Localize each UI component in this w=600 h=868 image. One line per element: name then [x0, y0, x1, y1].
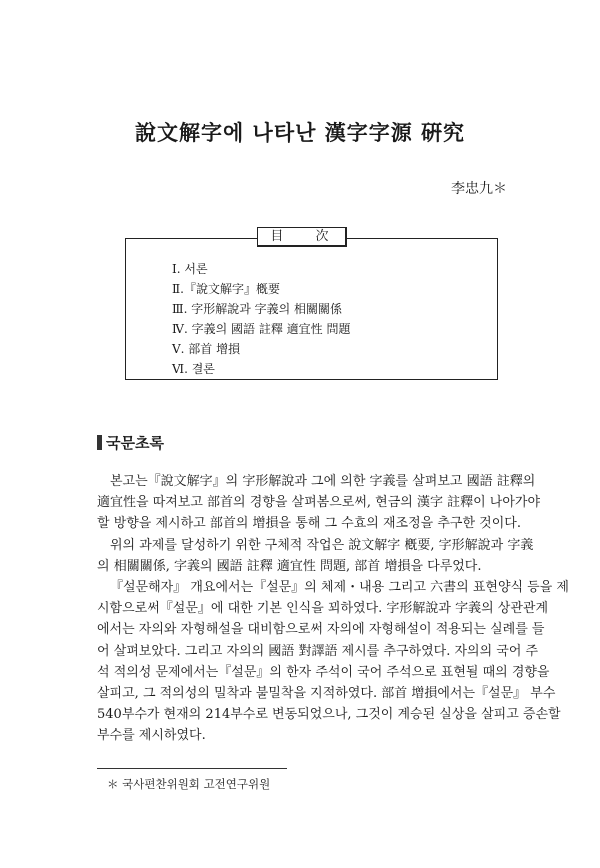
abstract-line: 에서는 자의와 자형해설을 대비함으로써 자의에 자형해설이 적용되는 실례를 들	[97, 622, 545, 638]
toc-heading: 目 次	[257, 227, 347, 247]
footnote-rule	[97, 768, 287, 769]
abstract-line: 살피고, 그 적의성의 밀착과 불밀착을 지적하였다. 部首 增損에서는『설문』 부수	[97, 686, 556, 702]
abstract-heading-text: 국문초록	[106, 434, 164, 452]
abstract-line: 어 살펴보았다. 그리고 자의의 國語 對譯語 제시를 추구하였다. 자의의 국어 주	[97, 643, 539, 659]
abstract-line: 適宜性을 따져보고 部首의 경향을 살펴봄으로써, 현금의 漢字 註釋이 나아가야	[97, 495, 541, 511]
toc-item: Ⅱ.『說文解字』槪要	[172, 282, 280, 296]
footnote: ＊ 국사편찬위원회 고전연구위원	[107, 777, 271, 791]
abstract-line: 시함으로써『설문』에 대한 기본 인식을 꾀하였다. 字形解說과 字義의 상관관계	[97, 601, 549, 617]
abstract-line: 540부수가 현재의 214부수로 변동되었으나, 그것이 계승된 실상을 살피고 증손할	[97, 707, 561, 723]
abstract-line: 위의 과제를 달성하기 위한 구체적 작업은 說文解字 槪要, 字形解說과 字義	[110, 537, 534, 553]
toc-item: Ⅵ. 결론	[172, 362, 215, 376]
toc-item: Ⅴ. 部首 增損	[172, 342, 241, 356]
abstract-line: 석 적의성 문제에서는『설문』의 한자 주석이 국어 주석으로 표현될 때의 경향을	[97, 664, 550, 680]
paper-title: 說文解字에 나타난 漢字字源 硏究	[134, 120, 466, 145]
abstract-heading	[97, 432, 164, 453]
toc-item: Ⅰ. 서론	[172, 262, 208, 276]
abstract-line: 부수를 제시하였다.	[97, 728, 206, 744]
abstract-body	[97, 471, 569, 747]
toc-list	[172, 259, 350, 379]
abstract-line: 『설문해자』 개요에서는『설문』의 체제・내용 그리고 六書의 표현양식 등을 제	[110, 580, 569, 596]
abstract-line: 본고는『說文解字』의 字形解說과 그에 의한 字義를 살펴보고 國語 註釋의	[110, 474, 536, 489]
abstract-line: 의 相關關係, 字義의 國語 註釋 適宜性 問題, 部首 增損을 다루었다.	[97, 558, 482, 574]
heading-bar-icon	[97, 435, 102, 450]
toc-item: Ⅳ. 字義의 國語 註釋 適宜性 問題	[172, 322, 351, 336]
abstract-line: 할 방향을 제시하고 部首의 增損을 통해 그 수효의 재조정을 추구한 것이다.	[97, 516, 521, 532]
author-name: 李忠九＊	[451, 181, 507, 197]
toc-item: Ⅲ. 字形解說과 字義의 相關關係	[172, 302, 343, 316]
